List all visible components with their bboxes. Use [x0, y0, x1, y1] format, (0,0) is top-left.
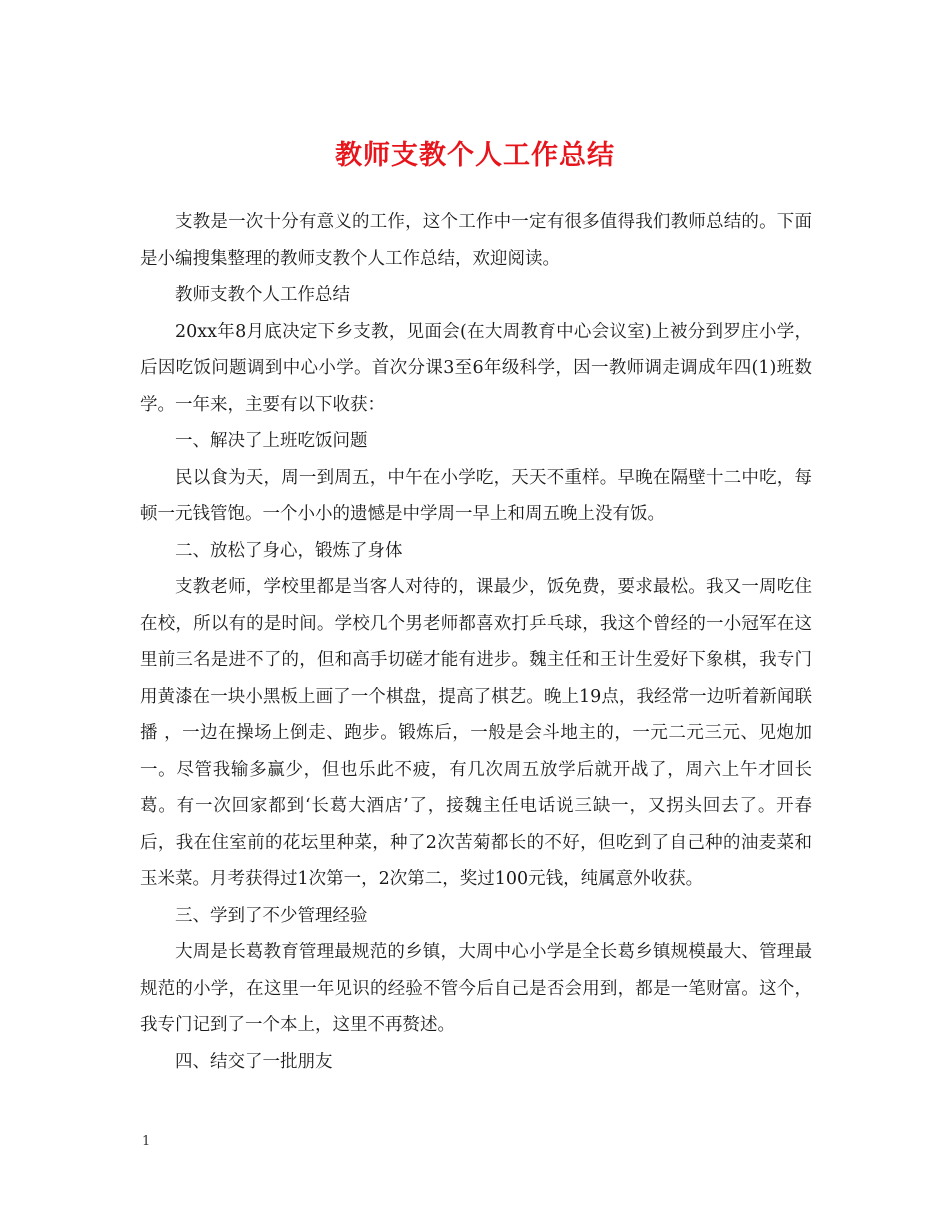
section-3-paragraph: 大周是长葛教育管理最规范的乡镇，大周中心小学是全长葛乡镇规模最大、管理最规范的小学，在这里一年见识的经验不管今后自己是否会用到，都是一笔财富。这个，我专门记到了一个本上，这里不再赘述。 — [140, 942, 812, 1035]
document-title: 教师支教个人工作总结 — [335, 140, 615, 171]
intro-paragraph: 支教是一次十分有意义的工作，这个工作中一定有很多值得我们教师总结的。下面是小编搜集整理的教师支教个人工作总结，欢迎阅读。 — [140, 212, 812, 269]
section-2-paragraph: 支教老师，学校里都是当客人对待的，课最少，饭免费，要求最松。我又一周吃住在校，所以有的是时间。学校几个男老师都喜欢打乒乓球，我这个曾经的一小冠军在这里前三名是进不了的，但和高手切磋才能有进步。魏主任和王计生爱好下象棋，我专门用黄漆在一块小黑板上画了一个棋盘，提高了棋艺。晚上19点，我经常一边听着新闻联播 ，一边在操场上倒走、跑步。锻炼后，一般是会斗地主的，一元二元三元、见炮加一。尽管我输多赢少，但也乐此不疲，有几次周五放学后就开战了，周六上午才回长葛。有一次回家都到‘长葛大酒店’了，接魏主任电话说三缺一，又拐头回去了。开春后，我在住室前的花坛里种菜，种了2次苦菊都长的不好，但吃到了自己种的油麦菜和玉米菜。月考获得过1次第一，2次第二，奖过100元钱，纯属意外收获。 — [140, 577, 812, 889]
section-heading-4: 四、结交了一批朋友 — [175, 1051, 333, 1072]
background-paragraph: 20xx年8月底决定下乡支教，见面会(在大周教育中心会议室)上被分到罗庄小学，后因吃饭问题调到中心小学。首次分课3至6年级科学，因一教师调走调成年四(1)班数学。一年来，主要有以下收获： — [140, 321, 812, 415]
page-number: 1 — [142, 1134, 151, 1149]
document-body — [140, 204, 812, 1080]
section-heading-1: 一、解决了上班吃饭问题 — [175, 431, 368, 451]
section-heading-2: 二、放松了身心，锻炼了身体 — [175, 540, 403, 561]
subtitle-paragraph: 教师支教个人工作总结 — [175, 285, 350, 305]
section-1-paragraph: 民以食为天，周一到周五，中午在小学吃，天天不重样。早晚在隔壁十二中吃，每顿一元钱管饱。一个小小的遗憾是中学周一早上和周五晚上没有饭。 — [140, 467, 812, 524]
section-heading-3: 三、学到了不少管理经验 — [175, 905, 368, 926]
